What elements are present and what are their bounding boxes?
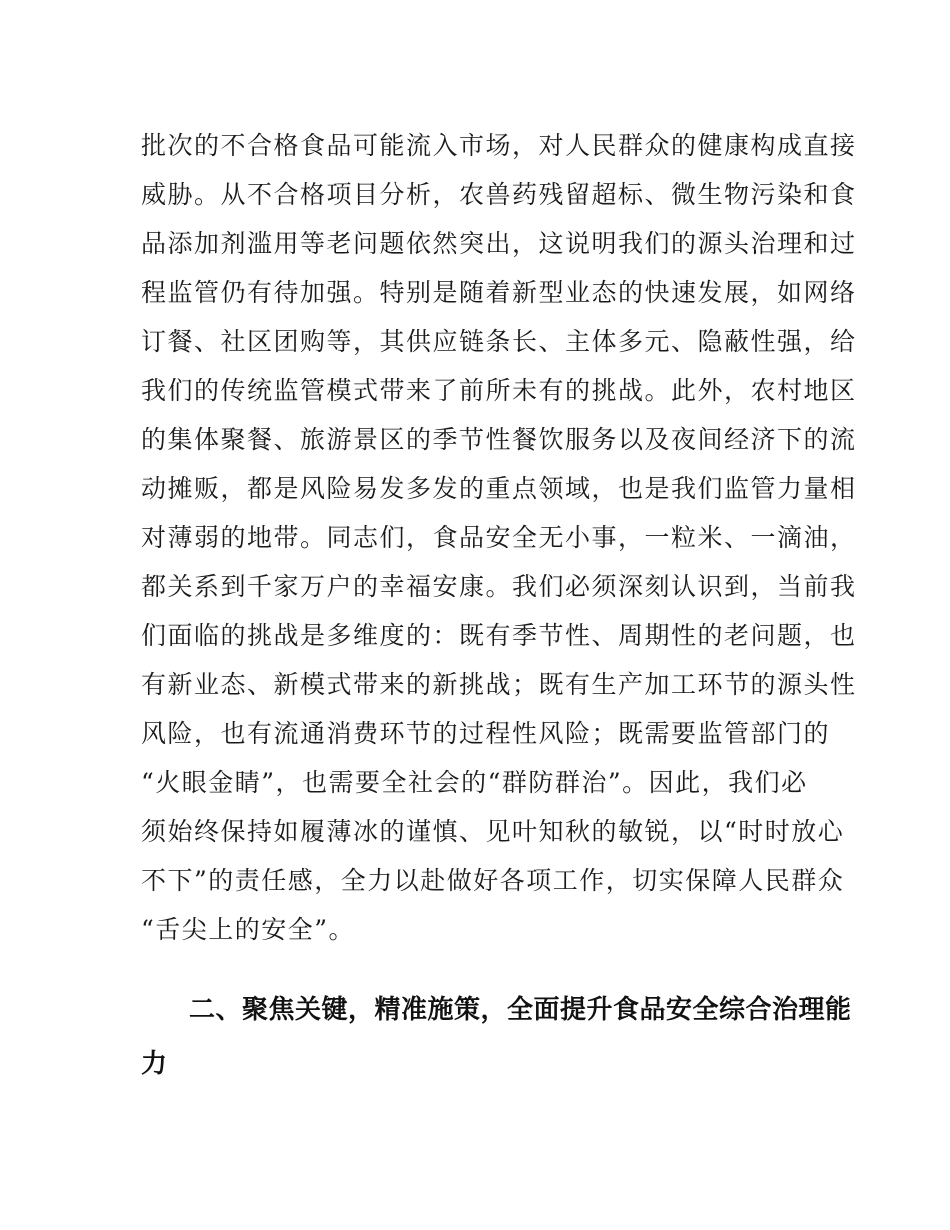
paragraph-line: 品添加剂滥用等老问题依然突出，这说明我们的源头治理和过 <box>141 229 857 258</box>
paragraph-line: 们面临的挑战是多维度的：既有季节性、周期性的老问题，也 <box>141 621 857 650</box>
heading-line: 二、聚焦关键，精准施策，全面提升食品安全综合治理能 <box>189 995 852 1025</box>
heading-line: 力 <box>141 1049 168 1079</box>
paragraph-line: 威胁。从不合格项目分析，农兽药残留超标、微生物污染和食 <box>141 180 857 209</box>
section-heading <box>141 983 852 1091</box>
paragraph-line: 不下”的责任感，全力以赴做好各项工作，切实保障人民群众 <box>141 866 845 895</box>
paragraph-line: “火眼金睛”，也需要全社会的“群防群治”。因此，我们必 <box>141 768 808 797</box>
paragraph-line: 有新业态、新模式带来的新挑战；既有生产加工环节的源头性 <box>141 670 857 699</box>
paragraph-line: 的集体聚餐、旅游景区的季节性餐饮服务以及夜间经济下的流 <box>141 425 857 454</box>
paragraph-line: 批次的不合格食品可能流入市场，对人民群众的健康构成直接 <box>141 131 857 160</box>
paragraph-line: 程监管仍有待加强。特别是随着新型业态的快速发展，如网络 <box>141 278 857 307</box>
paragraph-line: 都关系到千家万户的幸福安康。我们必须深刻认识到，当前我 <box>141 572 857 601</box>
paragraph-line: 对薄弱的地带。同志们，食品安全无小事，一粒米、一滴油， <box>141 523 857 552</box>
paragraph-line: 订餐、社区团购等，其供应链条长、主体多元、隐蔽性强，给 <box>141 327 857 356</box>
paragraph-line: 须始终保持如履薄冰的谨慎、见叶知秋的敏锐，以“时时放心 <box>141 817 845 846</box>
paragraph-line: 风险，也有流通消费环节的过程性风险；既需要监管部门的 <box>141 719 831 748</box>
paragraph-line: 动摊贩，都是风险易发多发的重点领域，也是我们监管力量相 <box>141 474 857 503</box>
paragraph-line: “舌尖上的安全”。 <box>141 915 356 944</box>
paragraph-line: 我们的传统监管模式带来了前所未有的挑战。此外，农村地区 <box>141 376 857 405</box>
body-paragraph <box>141 121 857 954</box>
